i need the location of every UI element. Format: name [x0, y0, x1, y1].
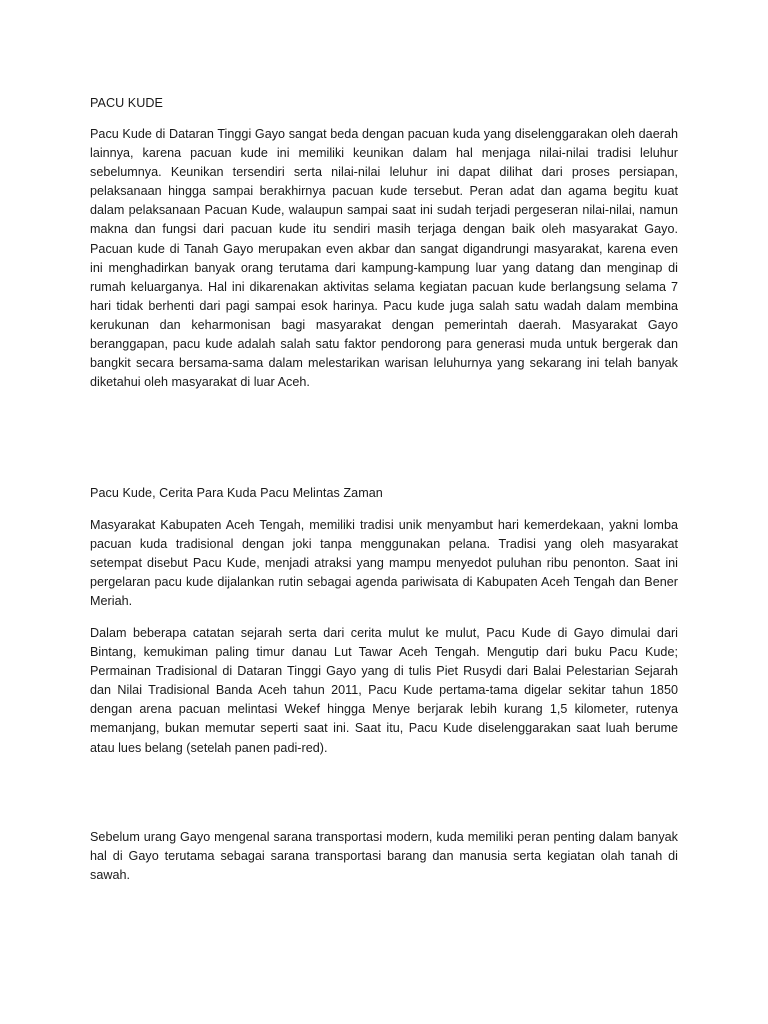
heading-cerita-para-kuda: Pacu Kude, Cerita Para Kuda Pacu Melintas Zaman [90, 486, 383, 500]
paragraph-intro: Pacu Kude di Dataran Tinggi Gayo sangat beda dengan pacuan kuda yang diselenggarakan oleh daerah lainnya, karena pacuan kude ini memiliki keunikan dalam hal menjaga nilai-nilai tradisi leluhur sebelumnya. Keunikan tersendiri serta nilai-nilai leluhur ini dapat dilihat dari proses persiapan, pelaksanaan hingga sampai berakhirnya pacuan kude tersebut. Peran adat dan agama begitu kuat dalam pelaksanaan Pacuan Kude, walaupun sampai saat ini sudah terjadi pergeseran nilai-nilai, namun makna dan fungsi dari pacuan kude itu sendiri masih terjaga dengan baik oleh masyarakat Gayo. Pacuan kude di Tanah Gayo merupakan even akbar dan sangat digandrungi masyarakat, karena even ini menghadirkan banyak orang terutama dari kampung-kampung luar yang datang dan menginap di rumah keluarganya. Hal ini dikarenakan aktivitas selama kegiatan pacuan kude berlangsung selama 7 hari tidak berhenti dari pagi sampai esok harinya. Pacu kude juga salah satu wadah dalam membina kerukunan dan keharmonisan bagi masyarakat dengan pemerintah daerah. Masyarakat Gayo beranggapan, pacu kude adalah salah satu faktor pendorong para generasi muda untuk bergerak dan bangkit secara bersama-sama dalam melestarikan warisan leluhurnya yang sekarang ini telah banyak diketahui oleh masyarakat di luar Aceh. [90, 127, 678, 390]
heading-pacu-kude: PACU KUDE [90, 96, 163, 110]
paragraph-transportasi: Sebelum urang Gayo mengenal sarana transportasi modern, kuda memiliki peran penting dalam banyak hal di Gayo terutama sebagai sarana transportasi barang dan manusia serta kegiatan olah tanah di sawah. [90, 830, 678, 883]
paragraph-sejarah: Dalam beberapa catatan sejarah serta dari cerita mulut ke mulut, Pacu Kude di Gayo dimulai dari Bintang, kemukiman paling timur danau Lut Tawar Aceh Tengah. Mengutip dari buku Pacu Kude; Permainan Tradisional di Dataran Tinggi Gayo yang di tulis Piet Rusydi dari Balai Pelestarian Sejarah dan Nilai Tradisional Banda Aceh tahun 2011, Pacu Kude pertama-tama digelar sekitar tahun 1850 dengan arena pacuan melintasi Wekef hingga Menye berjarak lebih kurang 1,5 kilometer, rutenya memanjang, bukan memutar seperti saat ini. Saat itu, Pacu Kude diselenggarakan saat luah berume atau lues belang (setelah panen padi-red). [90, 626, 678, 755]
paragraph-tradisi: Masyarakat Kabupaten Aceh Tengah, memiliki tradisi unik menyambut hari kemerdekaan, yakni lomba pacuan kuda tradisional dengan joki tanpa menggunakan pelana. Tradisi yang oleh masyarakat setempat disebut Pacu Kude, menjadi atraksi yang mampu menyedot puluhan ribu penonton. Saat ini pergelaran pacu kude dijalankan rutin sebagai agenda pariwisata di Kabupaten Aceh Tengah dan Bener Meriah. [90, 518, 678, 609]
